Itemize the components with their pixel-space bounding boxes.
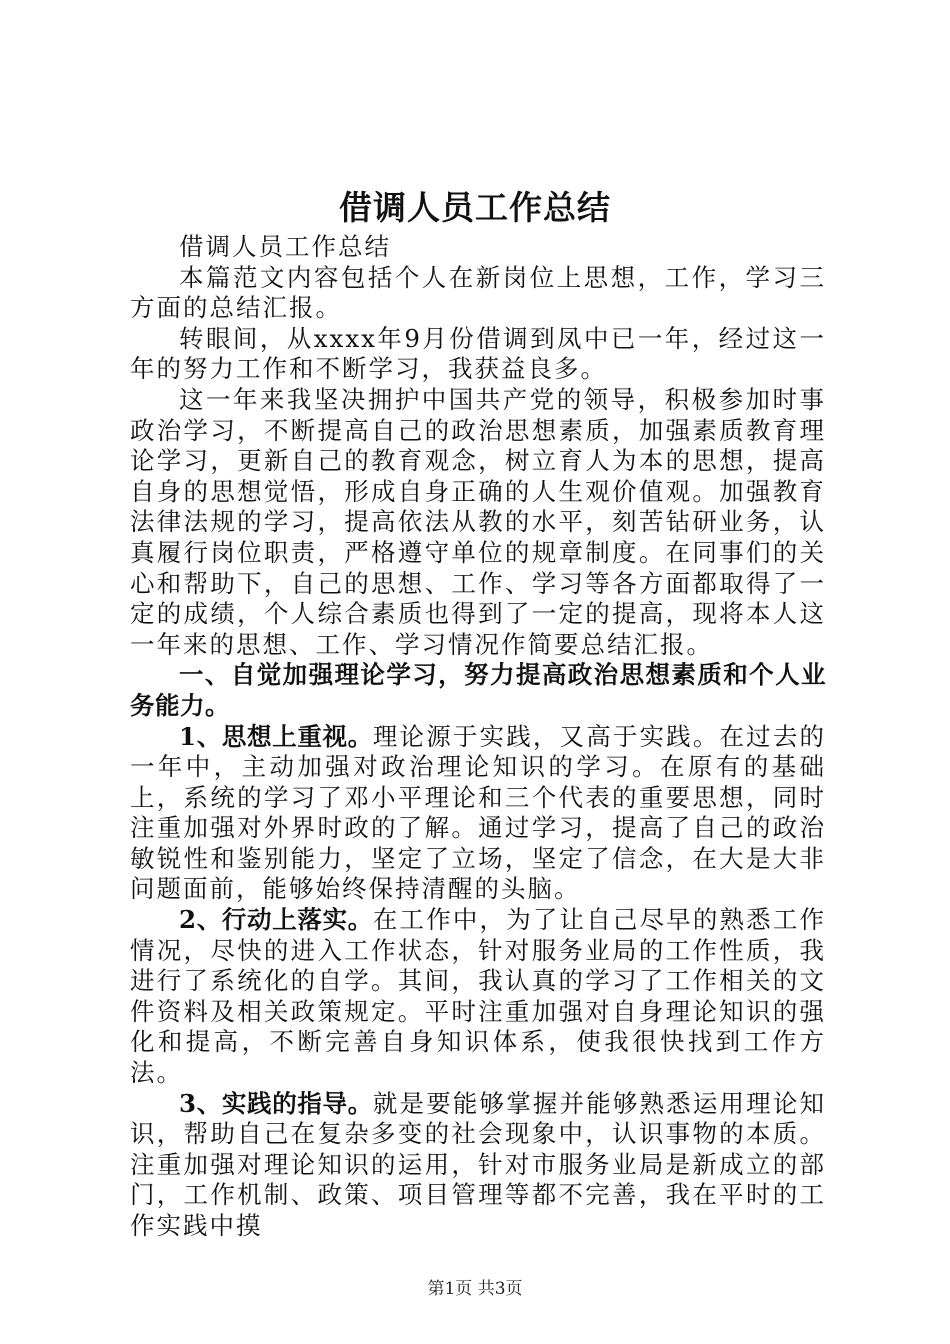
point-text: 理论源于实践，又高于实践。在过去的一年中，主动加强对政治理论知识的学习。在原有的基础上，系统的学习了邓小平理论和三个代表的重要思想，同时注重加强对外界时政的了解。通过学习，提高了自己的政治敏锐性和鉴别能力，坚定了立场，坚定了信念，在大是大非问题面前，能够始终保持清醒的头脑。 [130, 721, 827, 904]
point-lead: 2、行动上落实。 [179, 905, 373, 935]
paragraph [130, 324, 826, 385]
page-footer: 第1页 共3页 [427, 1279, 523, 1299]
point-paragraph [130, 905, 826, 1089]
paragraph-text: 转眼间，从xxxx年9月份借调到凤中已一年，经过这一年的努力工作和不断学习，我获益良多。 [130, 323, 826, 384]
point-paragraph [130, 1089, 826, 1242]
point-lead: 1、思想上重视。 [179, 721, 373, 751]
point-text: 在工作中，为了让自己尽早的熟悉工作情况，尽快的进入工作状态，针对服务业局的工作性质，我进行了系统化的自学。其间，我认真的学习了工作相关的文件资料及相关政策规定。平时注重加强对自身理论知识的强化和提高，不断完善自身知识体系，使我很快找到工作方法。 [130, 905, 827, 1088]
paragraph-text: 这一年来我坚决拥护中国共产党的领导，积极参加时事政治学习，不断提高自己的政治思想素质，加强素质教育理论学习，更新自己的教育观念，树立育人为本的思想，提高自身的思想觉悟，形成自身正确的人生观价值观。加强教育法律法规的学习，提高依法从教的水平，刻苦钻研业务，认真履行岗位职责，严格遵守单位的规章制度。在同事们的关心和帮助下，自己的思想、工作、学习等各方面都取得了一定的成绩，个人综合素质也得到了一定的提高，现将本人这一年来的思想、工作、学习情况作简要总结汇报。 [130, 384, 826, 659]
section-heading: 一、自觉加强理论学习，努力提高政治思想素质和个人业务能力。 [130, 660, 826, 720]
paragraph [130, 232, 826, 263]
document-title: 借调人员工作总结 [339, 188, 611, 227]
point-paragraph [130, 722, 826, 906]
paragraph [130, 385, 826, 660]
point-text: 就是要能够掌握并能够熟悉运用理论知识，帮助自己在复杂多变的社会现象中，认识事物的本质。注重加强对理论知识的运用，针对市服务业局是新成立的部门，工作机制、政策、项目管理等都不完善，我在平时的工作实践中摸 [130, 1088, 827, 1240]
paragraph-text: 本篇范文内容包括个人在新岗位上思想，工作，学习三方面的总结汇报。 [130, 262, 826, 323]
point-lead: 3、实践的指导。 [179, 1088, 373, 1118]
paragraph [130, 263, 826, 324]
document-body [130, 232, 826, 1242]
paragraph-text: 借调人员工作总结 [179, 232, 391, 261]
